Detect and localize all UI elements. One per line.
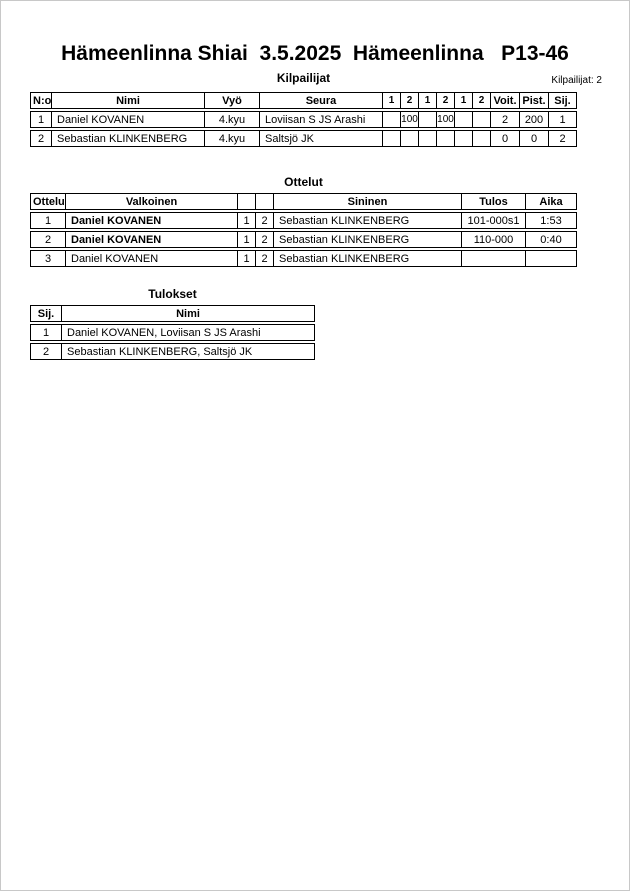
cell-vyo: 4.kyu (205, 111, 260, 128)
cell-valkoinen: Daniel KOVANEN (66, 250, 238, 267)
col-header-score: 1 (419, 92, 437, 109)
cell-aika: 1:53 (526, 212, 577, 229)
cell-sij: 2 (30, 343, 62, 360)
cell-white-num: 1 (238, 231, 256, 248)
cell-nimi: Daniel KOVANEN, Loviisan S JS Arashi (62, 324, 315, 341)
cell-voit: 0 (491, 130, 520, 147)
cell-white-num: 1 (238, 212, 256, 229)
table-row (30, 130, 577, 147)
tulokset-header (30, 305, 315, 322)
cell-score: 100 (437, 111, 455, 128)
col-header-pist: Pist. (520, 92, 549, 109)
table-row (30, 343, 315, 360)
cell-ottelu: 2 (30, 231, 66, 248)
cell-sininen: Sebastian KLINKENBERG (274, 231, 462, 248)
table-row (30, 231, 577, 248)
col-header-ottelu: Ottelu (30, 193, 66, 210)
cell-seura: Loviisan S JS Arashi (260, 111, 383, 128)
cell-score (419, 111, 437, 128)
cell-score (473, 111, 491, 128)
cell-aika (526, 250, 577, 267)
col-header-white-num (238, 193, 256, 210)
cell-tulos (462, 250, 526, 267)
col-header-sininen: Sininen (274, 193, 462, 210)
kilpailijat-header (30, 92, 577, 109)
tulokset-table (30, 303, 315, 362)
cell-ottelu: 1 (30, 212, 66, 229)
col-header-tulos: Tulos (462, 193, 526, 210)
cell-sininen: Sebastian KLINKENBERG (274, 250, 462, 267)
cell-blue-num: 2 (256, 231, 274, 248)
col-header-vyo: Vyö (205, 92, 260, 109)
cell-vyo: 4.kyu (205, 130, 260, 147)
cell-sij: 2 (549, 130, 577, 147)
cell-score (455, 130, 473, 147)
cell-blue-num: 2 (256, 250, 274, 267)
col-header-seura: Seura (260, 92, 383, 109)
cell-pist: 0 (520, 130, 549, 147)
col-header-score: 2 (437, 92, 455, 109)
cell-voit: 2 (491, 111, 520, 128)
table-row (30, 111, 577, 128)
cell-nimi: Daniel KOVANEN (52, 111, 205, 128)
cell-white-num: 1 (238, 250, 256, 267)
cell-nimi: Sebastian KLINKENBERG, Saltsjö JK (62, 343, 315, 360)
ottelut-table (30, 191, 577, 269)
kilpailijat-count: Kilpailijat: 2 (551, 75, 602, 86)
cell-pist: 200 (520, 111, 549, 128)
cell-score (455, 111, 473, 128)
col-header-sij: Sij. (30, 305, 62, 322)
cell-no: 2 (30, 130, 52, 147)
col-header-blue-num (256, 193, 274, 210)
cell-score (419, 130, 437, 147)
cell-no: 1 (30, 111, 52, 128)
col-header-nimi: Nimi (62, 305, 315, 322)
kilpailijat-table (30, 90, 577, 149)
cell-sininen: Sebastian KLINKENBERG (274, 212, 462, 229)
page-title: Hämeenlinna Shiai 3.5.2025 Hämeenlinna P13-46 (61, 42, 569, 65)
cell-score (437, 130, 455, 147)
table-row (30, 212, 577, 229)
ottelut-header (30, 193, 577, 210)
cell-tulos: 101-000s1 (462, 212, 526, 229)
col-header-score: 2 (401, 92, 419, 109)
cell-sij: 1 (549, 111, 577, 128)
col-header-score: 2 (473, 92, 491, 109)
col-header-voit: Voit. (491, 92, 520, 109)
cell-seura: Saltsjö JK (260, 130, 383, 147)
cell-blue-num: 2 (256, 212, 274, 229)
cell-score: 100 (401, 111, 419, 128)
cell-score (473, 130, 491, 147)
ottelut-section-title: Ottelut (284, 175, 323, 189)
cell-sij: 1 (30, 324, 62, 341)
cell-ottelu: 3 (30, 250, 66, 267)
col-header-nimi: Nimi (52, 92, 205, 109)
col-header-score: 1 (383, 92, 401, 109)
col-header-sij: Sij. (549, 92, 577, 109)
kilpailijat-section-title: Kilpailijat (276, 71, 331, 85)
cell-score (383, 130, 401, 147)
col-header-score: 1 (455, 92, 473, 109)
cell-score (383, 111, 401, 128)
tulokset-section-title: Tulokset (148, 287, 197, 301)
cell-tulos: 110-000 (462, 231, 526, 248)
cell-nimi: Sebastian KLINKENBERG (52, 130, 205, 147)
cell-valkoinen: Daniel KOVANEN (66, 231, 238, 248)
col-header-no: N:o (30, 92, 52, 109)
col-header-aika: Aika (526, 193, 577, 210)
cell-aika: 0:40 (526, 231, 577, 248)
cell-valkoinen: Daniel KOVANEN (66, 212, 238, 229)
cell-score (401, 130, 419, 147)
kilpailijat-header-row (0, 71, 630, 88)
table-row (30, 324, 315, 341)
col-header-valkoinen: Valkoinen (66, 193, 238, 210)
table-row (30, 250, 577, 267)
